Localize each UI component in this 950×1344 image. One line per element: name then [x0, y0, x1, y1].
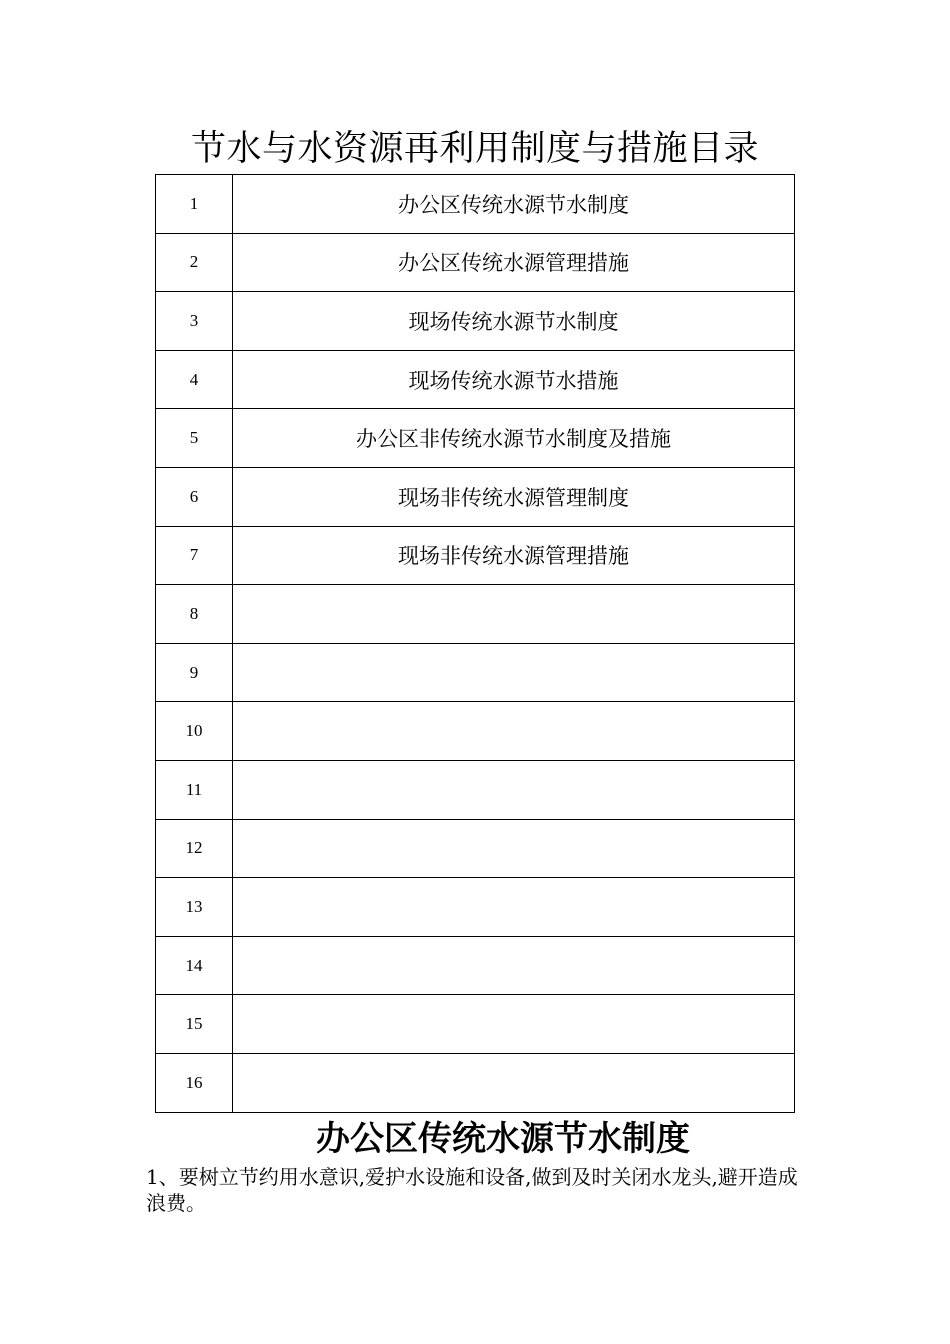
- toc-number: 5: [156, 409, 233, 468]
- table-row: [156, 1053, 795, 1112]
- table-row: [156, 643, 795, 702]
- toc-number: 7: [156, 526, 233, 585]
- toc-number: 15: [156, 995, 233, 1054]
- toc-label: [233, 702, 795, 761]
- toc-label: [233, 585, 795, 644]
- page-title: 节水与水资源再利用制度与措施目录: [190, 129, 759, 169]
- section-paragraph: 1、要树立节约用水意识,爱护水设施和设备,做到及时关闭水龙头,避开造成浪费。: [146, 1165, 798, 1215]
- toc-label: [233, 995, 795, 1054]
- toc-number: 8: [156, 585, 233, 644]
- toc-label: [233, 878, 795, 937]
- toc-number: 9: [156, 643, 233, 702]
- toc-label: 现场传统水源节水制度: [233, 292, 795, 351]
- toc-number: 6: [156, 467, 233, 526]
- toc-number: 11: [156, 760, 233, 819]
- toc-number: 1: [156, 175, 233, 234]
- table-row: [156, 995, 795, 1054]
- toc-number: 16: [156, 1053, 233, 1112]
- toc-label: 现场非传统水源管理措施: [233, 526, 795, 585]
- toc-number: 4: [156, 350, 233, 409]
- toc-label: [233, 1053, 795, 1112]
- toc-number: 3: [156, 292, 233, 351]
- table-row: [156, 409, 795, 468]
- toc-label: 办公区传统水源节水制度: [233, 175, 795, 234]
- table-row: [156, 936, 795, 995]
- toc-label: [233, 643, 795, 702]
- toc-label: [233, 760, 795, 819]
- table-row: [156, 233, 795, 292]
- table-row: [156, 292, 795, 351]
- table-row: [156, 760, 795, 819]
- toc-label: [233, 819, 795, 878]
- toc-number: 12: [156, 819, 233, 878]
- toc-table: [155, 174, 795, 1113]
- toc-number: 2: [156, 233, 233, 292]
- toc-label: 办公区传统水源管理措施: [233, 233, 795, 292]
- table-row: [156, 702, 795, 761]
- toc-number: 14: [156, 936, 233, 995]
- table-row: [156, 350, 795, 409]
- table-row: [156, 585, 795, 644]
- toc-label: 办公区非传统水源节水制度及措施: [233, 409, 795, 468]
- table-row: [156, 878, 795, 937]
- table-row: [156, 175, 795, 234]
- table-row: [156, 467, 795, 526]
- toc-number: 10: [156, 702, 233, 761]
- table-row: [156, 819, 795, 878]
- section-heading: 办公区传统水源节水制度: [316, 1119, 690, 1159]
- toc-number: 13: [156, 878, 233, 937]
- toc-label: 现场传统水源节水措施: [233, 350, 795, 409]
- toc-label: [233, 936, 795, 995]
- table-row: [156, 526, 795, 585]
- toc-label: 现场非传统水源管理制度: [233, 467, 795, 526]
